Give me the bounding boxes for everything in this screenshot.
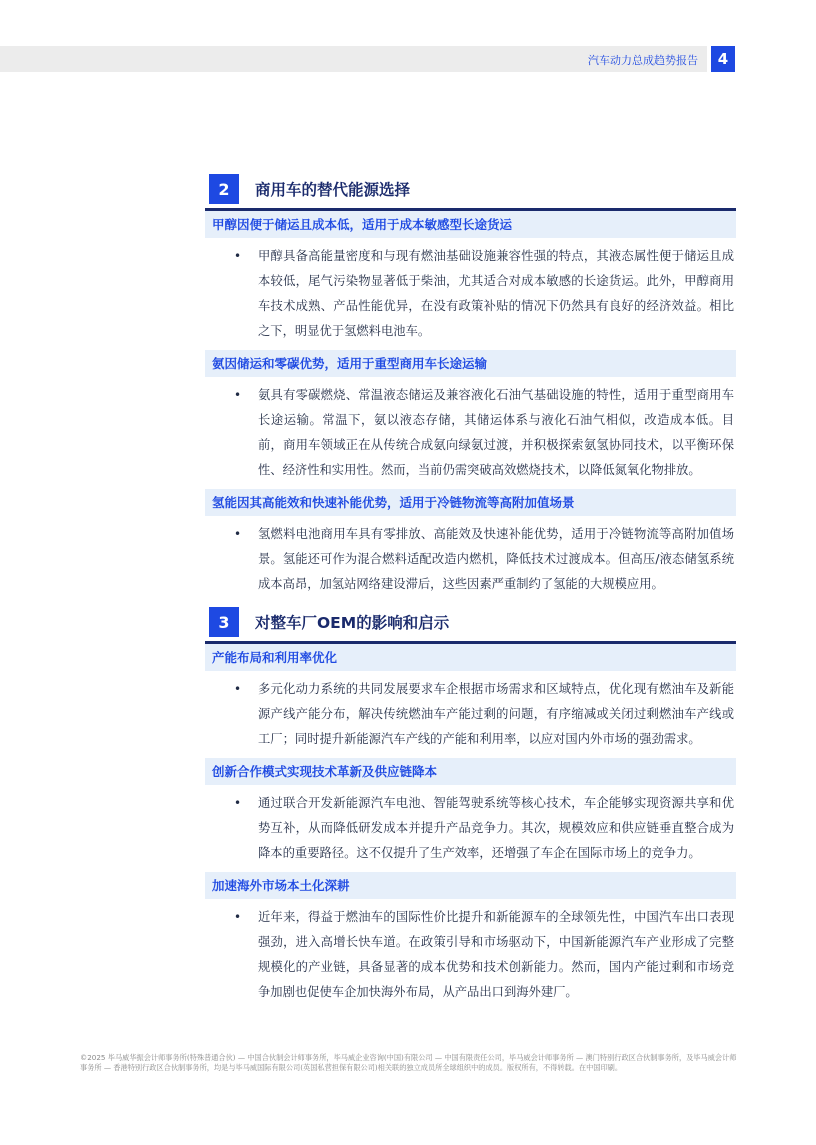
subsection-heading: 加速海外市场本土化深耕 [205, 872, 736, 899]
paragraph-text: 多元化动力系统的共同发展要求车企根据市场需求和区域特点，优化现有燃油车及新能源产线产能分布，解决传统燃油车产能过剩的问题，有序缩减或关闭过剩燃油车产线或工厂；同时提升新能源汽车产线的产能和利用率，以应对国内外市场的强劲需求。 [258, 682, 734, 746]
bullet-icon: • [234, 682, 242, 696]
subsection-heading: 氢能因其高能效和快速补能优势，适用于冷链物流等高附加值场景 [205, 489, 736, 516]
report-title: 汽车动力总成趋势报告 [588, 54, 698, 67]
bullet-icon: • [234, 249, 242, 263]
bullet-paragraph [234, 791, 734, 866]
bullet-icon: • [234, 796, 242, 810]
page-number: 4 [711, 46, 735, 72]
section-title: 对整车厂OEM的影响和启示 [255, 614, 450, 632]
bullet-paragraph [234, 383, 734, 483]
bullet-paragraph [234, 522, 734, 597]
section-number: 2 [209, 174, 239, 204]
paragraph-text: 氢燃料电池商用车具有零排放、高能效及快速补能优势，适用于冷链物流等高附加值场景。氢能还可作为混合燃料适配改造内燃机，降低技术过渡成本。但高压/液态储氢系统成本高昂，加氢站网络建设滞后，这些因素严重制约了氢能的大规模应用。 [258, 527, 734, 591]
section-2-header [205, 170, 736, 211]
paragraph-text: 甲醇具备高能量密度和与现有燃油基础设施兼容性强的特点，其液态属性便于储运且成本较低，尾气污染物显著低于柴油，尤其适合对成本敏感的长途货运。此外，甲醇商用车技术成熟、产品性能优异，在没有政策补贴的情况下仍然具有良好的经济效益。相比之下，明显优于氢燃料电池车。 [258, 249, 734, 338]
subsection-heading: 氨因储运和零碳优势，适用于重型商用车长途运输 [205, 350, 736, 377]
copyright-footer: ©2025 毕马威华振会计师事务所(特殊普通合伙) — 中国合伙制会计师事务所，毕马威企业咨询(中国)有限公司 — 中国有限责任公司，毕马威会计师事务所 — 澳门特别行政区合伙制事务所，及毕马威会计师事务所 — 香港特别行政区合伙制事务所，均是与毕马威国际有限公司(英国私营担保有限公司)相关联的独立成员所全球组织中的成员。版权所有，不得转载。在中国印刷。 [80, 1053, 737, 1072]
main-content [205, 170, 736, 1011]
subsection-heading: 创新合作模式实现技术革新及供应链降本 [205, 758, 736, 785]
section-number: 3 [209, 607, 239, 637]
bullet-paragraph [234, 905, 734, 1005]
section-title: 商用车的替代能源选择 [255, 181, 411, 199]
subsection-heading: 甲醇因便于储运且成本低，适用于成本敏感型长途货运 [205, 211, 736, 238]
bullet-icon: • [234, 388, 242, 402]
section-3-header [205, 603, 736, 644]
paragraph-text: 近年来，得益于燃油车的国际性价比提升和新能源车的全球领先性，中国汽车出口表现强劲，进入高增长快车道。在政策引导和市场驱动下，中国新能源汽车产业形成了完整规模化的产业链，具备显著的成本优势和技术创新能力。然而，国内产能过剩和市场竞争加剧也促使车企加快海外布局，从产品出口到海外建厂。 [258, 910, 734, 999]
bullet-icon: • [234, 910, 242, 924]
paragraph-text: 通过联合开发新能源汽车电池、智能驾驶系统等核心技术，车企能够实现资源共享和优势互补，从而降低研发成本并提升产品竞争力。其次，规模效应和供应链垂直整合成为降本的重要路径。这不仅提升了生产效率，还增强了车企在国际市场上的竞争力。 [258, 796, 734, 860]
paragraph-text: 氨具有零碳燃烧、常温液态储运及兼容液化石油气基础设施的特性，适用于重型商用车长途运输。常温下，氨以液态存储，其储运体系与液化石油气相似，改造成本低。目前，商用车领域正在从传统合成氨向绿氨过渡，并积极探索氨氢协同技术，以平衡环保性、经济性和实用性。然而，当前仍需突破高效燃烧技术，以降低氮氧化物排放。 [258, 388, 734, 477]
bullet-paragraph [234, 244, 734, 344]
subsection-heading: 产能布局和利用率优化 [205, 644, 736, 671]
bullet-icon: • [234, 527, 242, 541]
bullet-paragraph [234, 677, 734, 752]
